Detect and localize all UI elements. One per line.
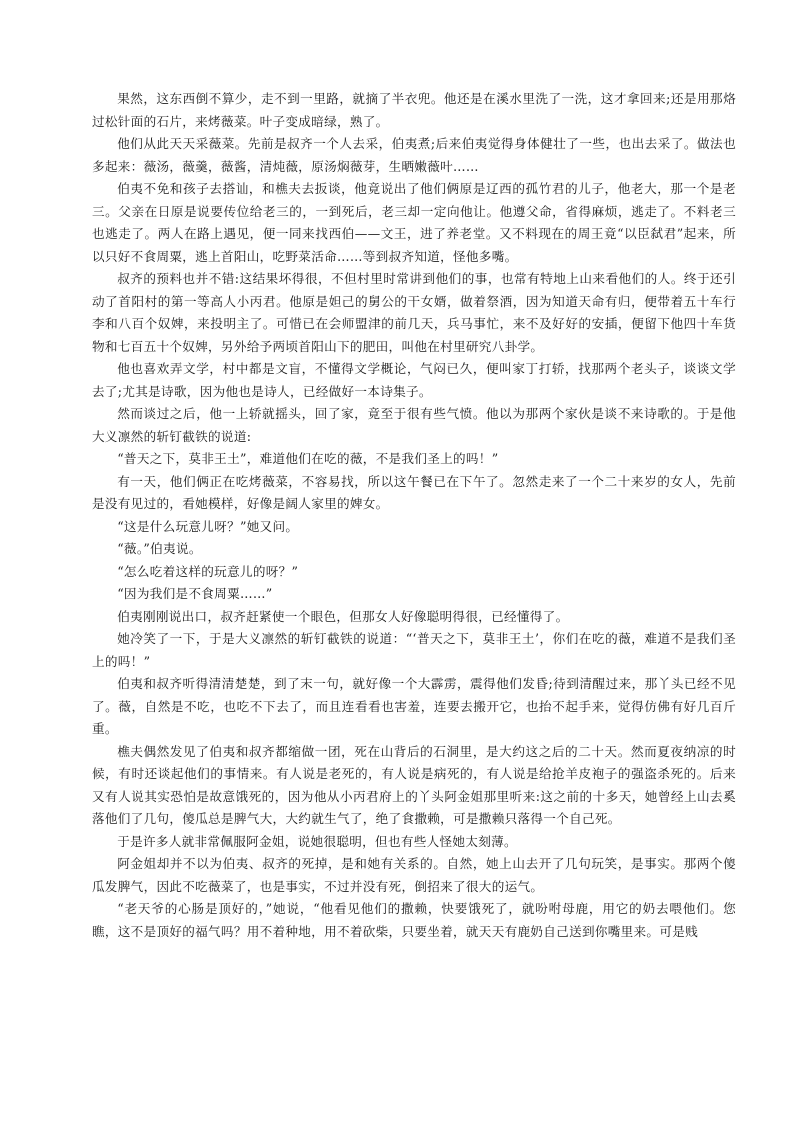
paragraph-2: 他们从此天天采薇菜。先前是叔齐一个人去采，伯夷煮;后来伯夷觉得身体健壮了一些，也出去采了。做法也多起来：薇汤，薇羹，薇酱，清炖薇，原汤焖薇芽，生晒嫩薇叶…… bbox=[92, 136, 736, 174]
paragraph-3: 伯夷不免和孩子去搭讪，和樵夫去扳谈，他竟说出了他们俩原是辽西的孤竹君的儿子，他老大，那一个是老三。父亲在日原是说要传位给老三的，一到死后，老三却一定向他让。他遵父命，省得麻烦，逃走了。不料老三也逃走了。两人在路上遇见，便一同来找西伯——文王，进了养老堂。又不料现在的周王竟“以臣弑君”起来，所以只好不食周粟，逃上首阳山，吃野菜活命……等到叔齐知道，怪他多嘴。 bbox=[92, 181, 736, 264]
paragraph-14: 她冷笑了一下，于是大义凛然的斩钉截铁的说道：“‘普天之下，莫非王土’，你们在吃的薇，难道不是我们圣上的吗！” bbox=[92, 631, 736, 669]
paragraph-11: “怎么吃着这样的玩意儿的呀？” bbox=[117, 563, 299, 579]
paragraph-10: “薇。”伯夷说。 bbox=[117, 541, 202, 556]
paragraph-6: 然而谈过之后，他一上轿就摇头，回了家，竟至于很有些气愤。他以为那两个家伙是谈不来诗歌的。于是他大义凛然的斩钉截铁的说道: bbox=[92, 406, 736, 444]
paragraph-15: 伯夷和叔齐听得清清楚楚，到了末一句，就好像一个大霹雳，震得他们发昏;待到清醒过来，那丫头已经不见了。薇，自然是不吃，也吃不下去了，而且连看看也害羞，连要去搬开它，也抬不起手来，觉得仿佛有好几百斤重。 bbox=[92, 676, 736, 736]
paragraph-4: 叔齐的预料也并不错:这结果坏得很，不但村里时常讲到他们的事，也常有特地上山来看他们的人。终于还引动了首阳村的第一等高人小丙君。他原是妲己的舅公的干女婿，做着祭酒，因为知道天命有归，便带着五十车行李和八百个奴婢，来投明主了。可惜已在会师盟津的前几天，兵马事忙，来不及好好的安插，便留下他四十车货物和七百五十个奴婢，另外给予两顷首阳山下的肥田，叫他在村里研究八卦学。 bbox=[92, 271, 736, 354]
paragraph-16: 樵夫偶然发见了伯夷和叔齐都缩做一团，死在山背后的石洞里，是大约这之后的二十天。然而夏夜纳凉的时候，有时还谈起他们的事情来。有人说是老死的，有人说是病死的，有人说是给抢羊皮袍子的强盗杀死的。后来又有人说其实恐怕是故意饿死的，因为他从小丙君府上的丫头阿金姐那里听来:这之前的十多天，她曾经上山去奚落他们了几句，傻瓜总是脾气大，大约就生气了，绝了食撒赖，可是撒赖只落得一个自己死。 bbox=[92, 743, 736, 826]
paragraph-9: “这是什么玩意儿呀？”她又问。 bbox=[117, 518, 299, 534]
paragraph-17: 于是许多人就非常佩服阿金姐，说她很聪明，但也有些人怪她太刻薄。 bbox=[117, 833, 517, 849]
paragraph-12: “因为我们是不食周粟……” bbox=[117, 586, 273, 601]
paragraph-13: 伯夷刚刚说出口，叔齐赶紧使一个眼色，但那女人好像聪明得很，已经懂得了。 bbox=[117, 608, 569, 624]
paragraph-8: 有一天，他们俩正在吃烤薇菜，不容易找，所以这午餐已在下午了。忽然走来了一个二十来岁的女人，先前是没有见过的，看她模样，好像是阔人家里的婢女。 bbox=[92, 473, 736, 511]
paragraph-1: 果然，这东西倒不算少，走不到一里路，就摘了半衣兜。他还是在溪水里洗了一洗，这才拿回来;还是用那烙过松针面的石片，来烤薇菜。叶子变成暗绿，熟了。 bbox=[92, 91, 736, 129]
paragraph-19: “老天爷的心肠是顶好的，”她说，“他看见他们的撒赖，快要饿死了，就吩咐母鹿，用它的奶去喂他们。您瞧，这不是顶好的福气吗？用不着种地，用不着砍柴，只要坐着，就天天有鹿奶自己送到你嘴里来。可是贱 bbox=[92, 901, 736, 939]
paragraph-18: 阿金姐却并不以为伯夷、叔齐的死掉，是和她有关系的。自然，她上山去开了几句玩笑，是事实。那两个傻瓜发脾气，因此不吃薇菜了，也是事实，不过并没有死，倒招来了很大的运气。 bbox=[92, 856, 736, 894]
paragraph-5: 他也喜欢弄文学，村中都是文盲，不懂得文学概论，气闷已久，便叫家丁打轿，找那两个老头子，谈谈文学去了;尤其是诗歌，因为他也是诗人，已经做好一本诗集子。 bbox=[92, 361, 736, 399]
paragraph-7: “普天之下，莫非王土”，难道他们在吃的薇，不是我们圣上的吗！” bbox=[117, 451, 499, 466]
document-page bbox=[92, 88, 736, 943]
